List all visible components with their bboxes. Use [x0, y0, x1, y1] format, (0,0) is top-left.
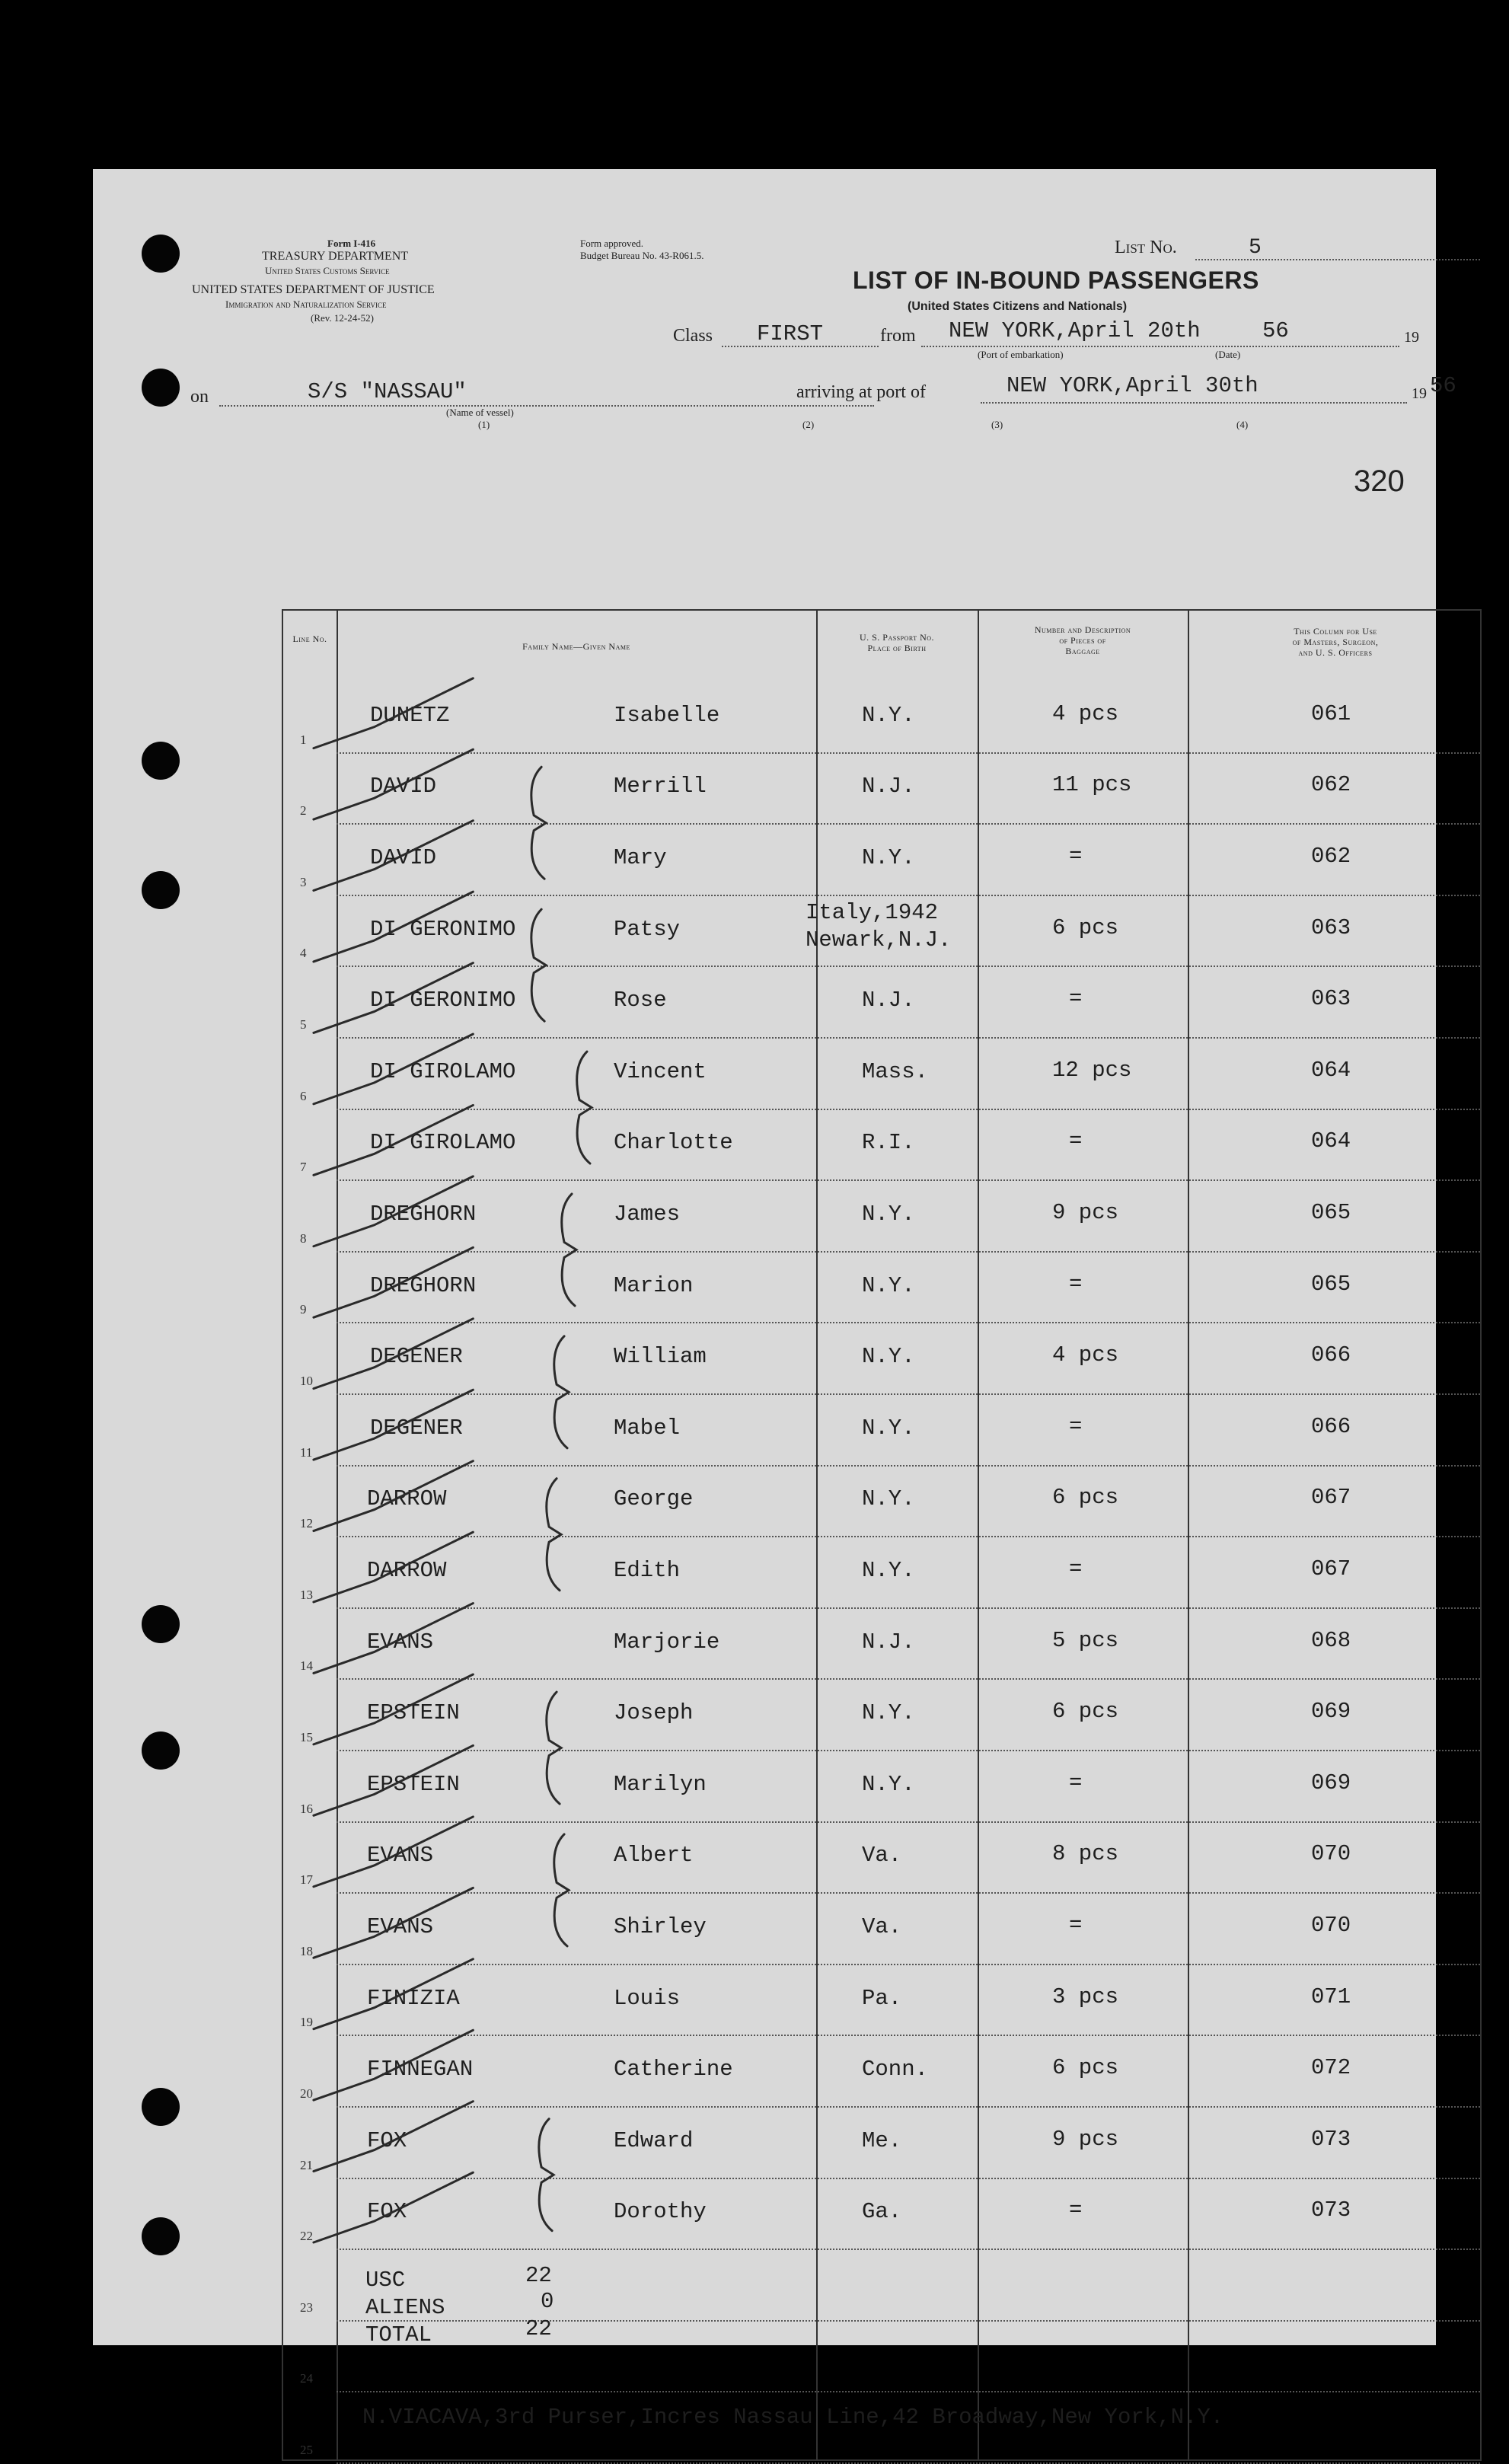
row-baggage: = [1069, 1272, 1083, 1297]
row-given-name: Isabelle [614, 703, 720, 728]
handwritten-checkmarks [283, 611, 1480, 2459]
revision-date: (Rev. 12-24-52) [311, 312, 374, 324]
col2-number: (2) [802, 419, 815, 430]
row-baggage: = [1069, 2197, 1083, 2223]
row-baggage: = [1069, 1913, 1083, 1938]
on-label: on [190, 387, 209, 407]
arriving-value: NEW YORK,April 30th [1007, 373, 1259, 398]
port-caption: (Port of embarkation) [978, 349, 1064, 360]
row-family-name: FOX [367, 2128, 407, 2153]
summary-total-label: TOTAL [365, 2322, 432, 2348]
row-given-name: Marilyn [614, 1772, 707, 1797]
summary-aliens-value: 0 [541, 2289, 554, 2314]
col-header-baggage [978, 624, 1188, 656]
row-baggage: = [1069, 1556, 1083, 1581]
summary-total-value: 22 [525, 2316, 552, 2341]
row-line-number: 4 [300, 946, 307, 960]
row-rule [337, 1322, 1480, 1323]
class-value: FIRST [757, 321, 824, 346]
row-rule [337, 2035, 1480, 2036]
row-line-number: 21 [300, 2158, 313, 2172]
row-baggage: 8 pcs [1052, 1841, 1119, 1866]
customs-service: United States Customs Service [265, 265, 390, 276]
row-rule [337, 1251, 1480, 1253]
row-baggage: 9 pcs [1052, 1200, 1119, 1225]
col-header-baggage-1: Number and Description [1034, 624, 1131, 635]
row-baggage: 6 pcs [1052, 915, 1119, 940]
row-given-name: Dorothy [614, 2199, 707, 2224]
row-line-number: 10 [300, 1374, 313, 1388]
row-officer-code: 070 [1311, 1913, 1351, 1938]
row-birthplace: R.I. [862, 1130, 915, 1155]
row-rule [337, 1393, 1480, 1395]
binder-hole [142, 1732, 180, 1770]
purser-signature-line: N.VIACAVA,3rd Purser,Incres Nassau Line,42 Broadway,New York,N.Y. [362, 2405, 1224, 2430]
row-baggage: = [1069, 986, 1083, 1011]
summary-aliens-label: ALIENS [365, 2295, 445, 2320]
col-header-baggage-2: of Pieces of [1059, 635, 1106, 646]
row-given-name: Charlotte [614, 1130, 733, 1155]
row-rule [337, 1179, 1480, 1181]
row-given-name: Marion [614, 1273, 694, 1298]
row-line-number: 19 [300, 2015, 313, 2029]
row-officer-code: 073 [1311, 2197, 1351, 2223]
immigration-service: Immigration and Naturalization Service [225, 298, 387, 310]
row-birthplace: N.Y. [862, 845, 915, 870]
row-line-number: 15 [300, 1730, 313, 1744]
row-family-name: DI GERONIMO [370, 988, 516, 1013]
row-officer-code: 063 [1311, 915, 1351, 940]
form-number: Form I-416 [327, 238, 376, 249]
row-officer-code: 065 [1311, 1200, 1351, 1225]
row-officer-code: 067 [1311, 1485, 1351, 1510]
arriving-year-prefix: 19 [1412, 385, 1427, 402]
col-header-name: Family Name—Given Name [522, 641, 630, 652]
col-header-officers-1: This Column for Use [1294, 626, 1377, 637]
row-baggage: = [1069, 844, 1083, 869]
row-given-name: George [614, 1486, 694, 1511]
row-rule [337, 2178, 1480, 2179]
date-caption: (Date) [1215, 349, 1241, 360]
row-rule [337, 1821, 1480, 1823]
row-family-name: DI GERONIMO [370, 917, 516, 942]
row-baggage: 9 pcs [1052, 2127, 1119, 2152]
row-family-name: DARROW [367, 1558, 447, 1583]
col-header-officers [1188, 626, 1483, 658]
row-line-number: 17 [300, 1872, 313, 1887]
col-header-passport-1: U. S. Passport No. [859, 632, 935, 643]
row-given-name: Catherine [614, 2057, 733, 2082]
row-family-name: FINNEGAN [367, 2057, 474, 2082]
row-family-name: FOX [367, 2199, 407, 2224]
row-rule [337, 2320, 1480, 2322]
row-baggage: = [1069, 1128, 1083, 1154]
row-birthplace: N.Y. [862, 1416, 915, 1441]
row-birthplace: N.Y. [862, 1273, 915, 1298]
approval-line-2: Budget Bureau No. 43-R061.5. [580, 250, 704, 261]
row-line-number: 14 [300, 1658, 313, 1673]
row-baggage: 4 pcs [1052, 1342, 1119, 1368]
row-baggage: 4 pcs [1052, 701, 1119, 726]
row-officer-code: 069 [1311, 1699, 1351, 1724]
row-line-number: 7 [300, 1160, 307, 1174]
row-line-number: 11 [300, 1445, 313, 1460]
row-rule [337, 1536, 1480, 1537]
row-line-number: 1 [300, 732, 307, 747]
vessel-name: S/S "NASSAU" [308, 379, 467, 404]
row-birthplace: N.Y. [862, 1486, 915, 1511]
class-label: Class [673, 326, 713, 346]
row-rule [337, 752, 1480, 754]
row-family-name: FINIZIA [367, 1986, 460, 2011]
row-birthplace: Mass. [862, 1059, 929, 1084]
row-officer-code: 063 [1311, 986, 1351, 1011]
row-baggage: 6 pcs [1052, 1485, 1119, 1510]
row-baggage: 12 pcs [1052, 1058, 1132, 1083]
row-given-name: Merrill [614, 774, 707, 799]
row-rule [337, 1964, 1480, 1965]
row-rule [337, 1465, 1480, 1467]
row-birthplace: Va. [862, 1914, 902, 1939]
row-line-number: 24 [300, 2371, 313, 2386]
row-given-name: William [614, 1344, 707, 1369]
col-header-officers-2: of Masters, Surgeon, [1292, 637, 1379, 647]
row-given-name: James [614, 1202, 681, 1227]
row-line-number: 6 [300, 1089, 307, 1103]
row-officer-code: 064 [1311, 1058, 1351, 1083]
row-birthplace: Ga. [862, 2199, 902, 2224]
row-line-number: 5 [300, 1017, 307, 1032]
row-family-name: DUNETZ [370, 703, 450, 728]
row-given-name: Mary [614, 845, 667, 870]
row-given-name: Rose [614, 988, 667, 1013]
page-number: 320 [1354, 464, 1405, 498]
page-subtitle: (United States Citizens and Nationals) [908, 300, 1128, 313]
col-header-passport-2: Place of Birth [867, 643, 927, 653]
vessel-col-no: (1) [478, 419, 490, 430]
row-baggage: 3 pcs [1052, 1984, 1119, 2009]
row-line-number: 8 [300, 1231, 307, 1246]
from-value: NEW YORK,April 20th [949, 318, 1201, 343]
row-family-name: EPSTEIN [367, 1772, 460, 1797]
row-family-name: DEGENER [370, 1416, 463, 1441]
row-officer-code: 070 [1311, 1841, 1351, 1866]
row-birthplace: N.J. [862, 988, 915, 1013]
row-line-number: 23 [300, 2300, 313, 2315]
row-rule [337, 1678, 1480, 1680]
row-line-number: 3 [300, 875, 307, 889]
row-birthplace: N.Y. [862, 1772, 915, 1797]
summary-usc-value: 22 [525, 2263, 552, 2288]
row-given-name: Joseph [614, 1700, 694, 1725]
row-birthplace: N.J. [862, 774, 915, 799]
row-officer-code: 073 [1311, 2127, 1351, 2152]
row-family-name: DEGENER [370, 1344, 463, 1369]
row-officer-code: 064 [1311, 1128, 1351, 1154]
row-rule [337, 1607, 1480, 1609]
row-family-name: DARROW [367, 1486, 447, 1511]
row-line-number: 16 [300, 1802, 313, 1816]
arriving-year: 56 [1430, 373, 1456, 398]
row-baggage: 6 pcs [1052, 2055, 1119, 2080]
row-birthplace: Me. [862, 2128, 902, 2153]
col-header-passport [816, 632, 978, 653]
row-birthplace: Conn. [862, 2057, 929, 2082]
row-birthplace-2: Newark,N.J. [806, 927, 952, 953]
family-bracket [539, 2119, 554, 2231]
from-label: from [880, 326, 916, 346]
row-birthplace: N.Y. [862, 1344, 915, 1369]
row-family-name: EVANS [367, 1629, 434, 1655]
row-family-name: EVANS [367, 1914, 434, 1939]
row-family-name: DREGHORN [370, 1202, 477, 1227]
row-birthplace: Pa. [862, 1986, 902, 2011]
row-given-name: Marjorie [614, 1629, 720, 1655]
row-family-name: DI GIROLAMO [370, 1059, 516, 1084]
justice-dept: UNITED STATES DEPARTMENT OF JUSTICE [192, 283, 435, 296]
binder-hole [142, 2088, 180, 2126]
row-rule [337, 965, 1480, 967]
row-birthplace: N.Y. [862, 703, 915, 728]
row-given-name: Vincent [614, 1059, 707, 1084]
family-bracket [554, 1336, 569, 1448]
row-given-name: Shirley [614, 1914, 707, 1939]
row-officer-code: 071 [1311, 1984, 1351, 2009]
manifest-sheet [93, 169, 1456, 2457]
row-baggage: = [1069, 1770, 1083, 1795]
row-given-name: Albert [614, 1843, 694, 1868]
row-line-number: 20 [300, 2086, 313, 2101]
row-birthplace: N.J. [862, 1629, 915, 1655]
row-line-number: 9 [300, 1302, 307, 1317]
row-officer-code: 068 [1311, 1628, 1351, 1653]
row-officer-code: 069 [1311, 1770, 1351, 1795]
row-family-name: EPSTEIN [367, 1700, 460, 1725]
row-rule [337, 1892, 1480, 1894]
row-birthplace: Italy,1942 [806, 900, 939, 925]
binder-hole [142, 369, 180, 407]
row-line-number: 22 [300, 2229, 313, 2243]
row-birthplace: N.Y. [862, 1700, 915, 1725]
vessel-caption: (Name of vessel) [446, 407, 514, 418]
row-family-name: EVANS [367, 1843, 434, 1868]
row-rule [337, 823, 1480, 825]
row-officer-code: 062 [1311, 772, 1351, 797]
row-family-name: DI GIROLAMO [370, 1130, 516, 1155]
row-rule [337, 2391, 1480, 2392]
passenger-table [282, 609, 1482, 2461]
family-bracket [562, 1194, 576, 1306]
col-header-line-no: Line No. [292, 634, 327, 644]
row-baggage: 5 pcs [1052, 1628, 1119, 1653]
arriving-label: arriving at port of [796, 382, 926, 402]
row-baggage: 6 pcs [1052, 1699, 1119, 1724]
col-header-officers-3: and U. S. Officers [1298, 647, 1373, 658]
row-officer-code: 066 [1311, 1414, 1351, 1439]
row-line-number: 13 [300, 1588, 313, 1602]
row-officer-code: 061 [1311, 701, 1351, 726]
binder-hole [142, 871, 180, 909]
family-bracket [577, 1052, 592, 1163]
row-given-name: Louis [614, 1986, 681, 2011]
list-no-value: 5 [1249, 236, 1262, 260]
row-line-number: 2 [300, 803, 307, 818]
row-baggage: = [1069, 1414, 1083, 1439]
row-given-name: Patsy [614, 917, 681, 942]
row-rule [337, 1037, 1480, 1039]
row-given-name: Mabel [614, 1416, 681, 1441]
row-birthplace: N.Y. [862, 1558, 915, 1583]
row-line-number: 12 [300, 1516, 313, 1530]
col3-number: (3) [991, 419, 1003, 430]
row-line-number: 18 [300, 1944, 313, 1958]
list-no-label: List No. [1115, 238, 1177, 257]
row-rule [337, 2249, 1480, 2250]
row-birthplace: Va. [862, 1843, 902, 1868]
row-birthplace: N.Y. [862, 1202, 915, 1227]
row-family-name: DREGHORN [370, 1273, 477, 1298]
row-rule [337, 1750, 1480, 1751]
row-officer-code: 072 [1311, 2055, 1351, 2080]
row-rule [337, 895, 1480, 896]
row-given-name: Edith [614, 1558, 681, 1583]
from-year-prefix: 19 [1404, 329, 1419, 346]
row-family-name: DAVID [370, 774, 437, 799]
binder-hole [142, 235, 180, 273]
col4-number: (4) [1236, 419, 1249, 430]
from-year-suffix: 56 [1262, 318, 1289, 343]
binder-hole [142, 742, 180, 780]
col-header-baggage-3: Baggage [1065, 646, 1100, 656]
row-given-name: Edward [614, 2128, 694, 2153]
row-baggage: 11 pcs [1052, 772, 1132, 797]
family-bracket [547, 1479, 561, 1591]
row-officer-code: 065 [1311, 1272, 1351, 1297]
row-rule [337, 2106, 1480, 2108]
treasury-dept: TREASURY DEPARTMENT [262, 250, 409, 263]
binder-hole [142, 1605, 180, 1643]
row-line-number: 25 [300, 2443, 313, 2457]
summary-usc-label: USC [365, 2268, 406, 2293]
row-rule [337, 1109, 1480, 1110]
approval-line-1: Form approved. [580, 238, 644, 249]
family-bracket [547, 1692, 561, 1804]
row-officer-code: 066 [1311, 1342, 1351, 1368]
page-title: LIST OF IN-BOUND PASSENGERS [853, 267, 1259, 294]
row-officer-code: 067 [1311, 1556, 1351, 1581]
row-family-name: DAVID [370, 845, 437, 870]
binder-hole [142, 2217, 180, 2255]
family-bracket [554, 1834, 569, 1946]
row-officer-code: 062 [1311, 844, 1351, 869]
